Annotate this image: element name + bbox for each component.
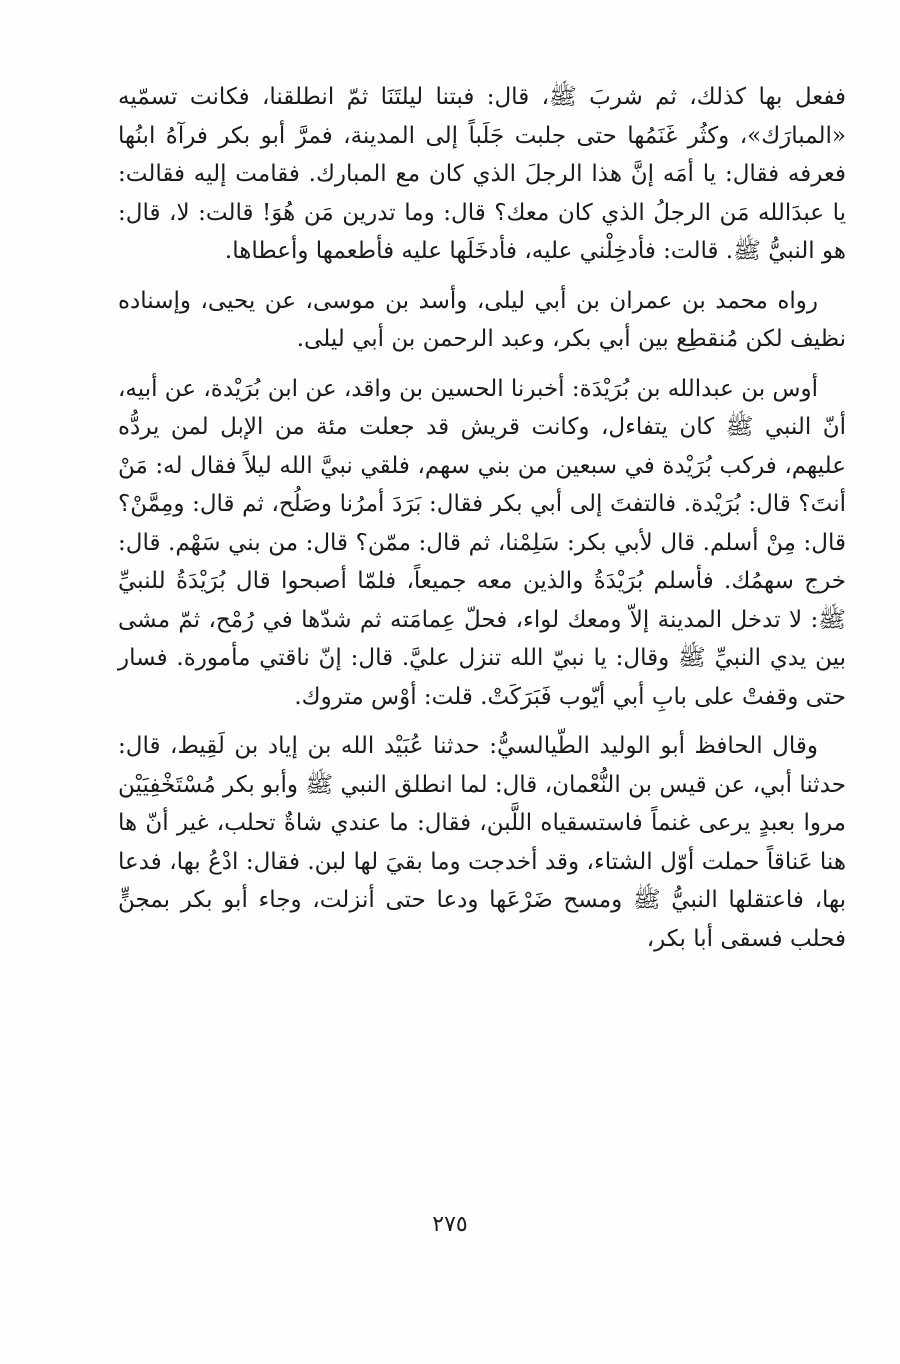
paragraph-3: أوس بن عبدالله بن بُرَيْدَة: أخبرنا الحسين بن واقد، عن ابن بُرَيْدة، عن أبيه، أنّ النبي ﷺ كان يتفاءل، وكانت قريش قد جعلت مئة من الإبل لمن يردُّه عليهم، فركب بُرَيْدة في سبعين من بني سهم، فلقي نبيَّ الله ليلاً فقال له: مَنْ أنتَ؟ قال: بُرَيْدة. فالتفتَ إلى أبي بكر فقال: بَرَدَ أمرُنا وصَلُح، ثم قال: ومِمَّنْ؟ قال: مِنْ أسلم. قال لأبي بكر: سَلِمْنا، ثم قال: ممّن؟ قال: من بني سَهْم. قال: خرج سهمُك. فأسلم بُرَيْدَةُ والذين معه جميعاً، فلمّا أصبحوا قال بُرَيْدَةُ للنبيِّ ﷺ: لا تدخل المدينة إلاّ ومعك لواء، فحلّ عِمامَته ثم شدّها في رُمْح، ثمّ مشى بين يدي النبيِّ ﷺ وقال: يا نبيّ الله تنزل عليَّ. قال: إنّ ناقتي مأمورة. فسار حتى وقفتْ على بابِ أبي أيّوب فَبَرَكَتْ. قلت: أوْس متروك. [118, 375, 846, 710]
paragraph-4: وقال الحافظ أبو الوليد الطّيالسيُّ: حدثنا عُبَيْد الله بن إياد بن لَقِيط، قال: حدثنا أبي، عن قيس بن النُّعْمان، قال: لما انطلق النبي ﷺ وأبو بكر مُسْتَخْفِيَيْن مروا بعبدٍ يرعى غنماً فاستسقياه اللَّبن، فقال: ما عندي شاةٌ تحلب، غير أنّ ها هنا عَناقاً حملت أوّل الشتاء، وقد أخدجت وما بقيَ لها لبن. فقال: ادْعُ بها، فدعا بها، فاعتقلها النبيُّ ﷺ ومسح ضَرْعَها ودعا حتى أنزلت، وجاء أبو بكر بمجنٍّ فحلب فسقى أبا بكر، [118, 733, 846, 952]
paragraph-1: ففعل بها كذلك، ثم شربَ ﷺ، قال: فبتنا ليلتَنَا ثمّ انطلقنا، فكانت تسمّيه «المبارَك»، وكثُر غَنَمُها حتى جلبت جَلَباً إلى المدينة، فمرَّ أبو بكر فرآهُ ابنُها فعرفه فقال: يا أمَه إنَّ هذا الرجلَ الذي كان مع المبارك. فقامت إليه فقالت: يا عبدَالله مَن الرجلُ الذي كان معك؟ قال: وما تدرين مَن هُوَ! قالت: لا، قال: هو النبيُّ ﷺ. قالت: فأدخِلْني عليه، فأدخَلَها عليه فأطعمها وأعطاها. [118, 84, 846, 264]
page-number: ٢٧٥ [432, 1212, 468, 1237]
page-body [118, 78, 846, 958]
paragraph-2: رواه محمد بن عمران بن أبي ليلى، وأسد بن موسى، عن يحيى، وإسناده نظيف لكن مُنقطِع بين أبي بكر، وعبد الرحمن بن أبي ليلى. [118, 287, 846, 352]
